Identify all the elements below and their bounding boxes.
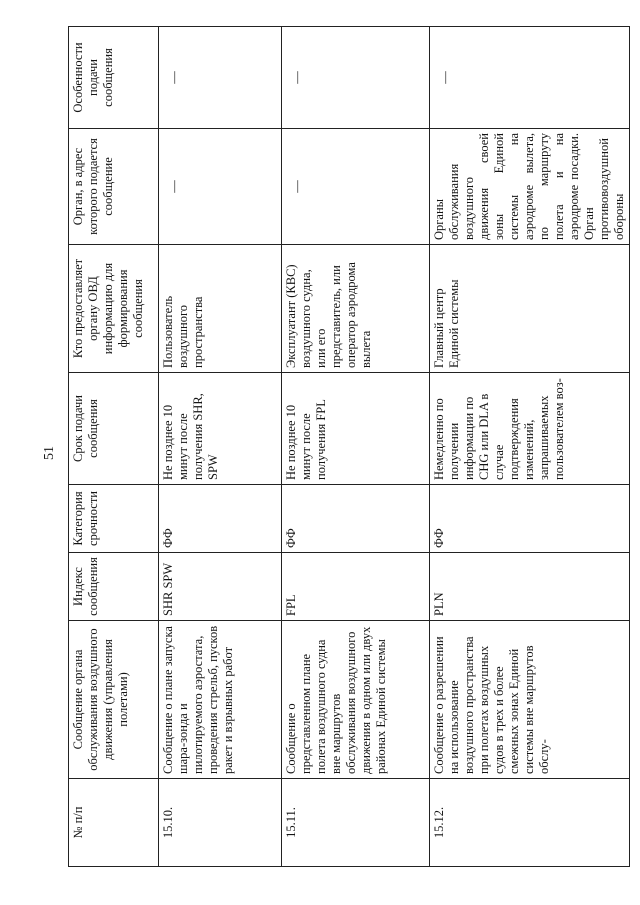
row-features bbox=[430, 27, 630, 129]
row-num: 15.12. bbox=[430, 779, 630, 867]
row-provider: Главный центр Единой системы bbox=[430, 245, 630, 373]
header-message: Сообщение органа обслуживания воздушного движения (управления полетами) bbox=[69, 621, 159, 779]
row-num: 15.11. bbox=[282, 779, 430, 867]
dash-mark: — bbox=[167, 71, 181, 84]
table-header-row bbox=[69, 27, 159, 867]
row-deadline: Немедленно по получении информации по CHG или DLA в случае подтверждения изменений, запрашиваемых пользователем воз- bbox=[430, 373, 630, 485]
row-features bbox=[282, 27, 430, 129]
header-features: Особенности подачи сообщения bbox=[69, 27, 159, 129]
row-message: Сообщение о плане запуска шара-зонда и пилотируемого аэростата, проведения стрельб, пусков ракет и взрывных работ bbox=[159, 621, 282, 779]
row-num: 15.10. bbox=[159, 779, 282, 867]
row-message: Сообщение о представленном плане полета воздушного судна вне маршрутов обслуживания воздушного движения в одном или двух районах Единой системы bbox=[282, 621, 430, 779]
header-index: Индекс сообщения bbox=[69, 553, 159, 621]
header-provider: Кто предоставляет органу ОВД информацию для формирования сообщения bbox=[69, 245, 159, 373]
header-category: Категория срочности bbox=[69, 485, 159, 553]
row-recipient: Органы обслуживания воздушного движения своей зоны Единой системы на аэродроме вылета, по маршруту полета и на аэродроме посадки. Орган противовоздушной обороны bbox=[430, 129, 630, 245]
row-index: FPL bbox=[282, 553, 430, 621]
table-row bbox=[159, 27, 282, 867]
dash-mark: — bbox=[438, 71, 452, 84]
row-provider: Эксплуатант (КВС) воздушного судна, или его представитель, или оператор аэродрома вылета bbox=[282, 245, 430, 373]
dash-mark: — bbox=[167, 180, 181, 193]
header-recipient: Орган, в адрес которого подается сообщение bbox=[69, 129, 159, 245]
row-recipient bbox=[282, 129, 430, 245]
table-row bbox=[282, 27, 430, 867]
row-recipient bbox=[159, 129, 282, 245]
page-number: 51 bbox=[42, 446, 57, 460]
header-num: № п/п bbox=[69, 779, 159, 867]
row-provider: Пользователь воздушного пространства bbox=[159, 245, 282, 373]
row-index: SHR SPW bbox=[159, 553, 282, 621]
row-deadline: Не позднее 10 минут после получения SHR, SPW bbox=[159, 373, 282, 485]
table-row bbox=[430, 27, 630, 867]
rotated-page-content bbox=[68, 27, 626, 867]
messages-table bbox=[68, 26, 630, 867]
row-message: Сообщение о разрешении на использование воздушного пространства при полетах воздушных судов в трех и более смежных зонах Единой системы вне маршрутов обслу- bbox=[430, 621, 630, 779]
row-category: ФФ bbox=[282, 485, 430, 553]
header-deadline: Срок подачи сообщения bbox=[69, 373, 159, 485]
row-deadline: Не позднее 10 минут после получения FPL bbox=[282, 373, 430, 485]
row-category: ФФ bbox=[430, 485, 630, 553]
dash-mark: — bbox=[290, 71, 304, 84]
dash-mark: — bbox=[290, 180, 304, 193]
row-index: PLN bbox=[430, 553, 630, 621]
row-features bbox=[159, 27, 282, 129]
row-category: ФФ bbox=[159, 485, 282, 553]
